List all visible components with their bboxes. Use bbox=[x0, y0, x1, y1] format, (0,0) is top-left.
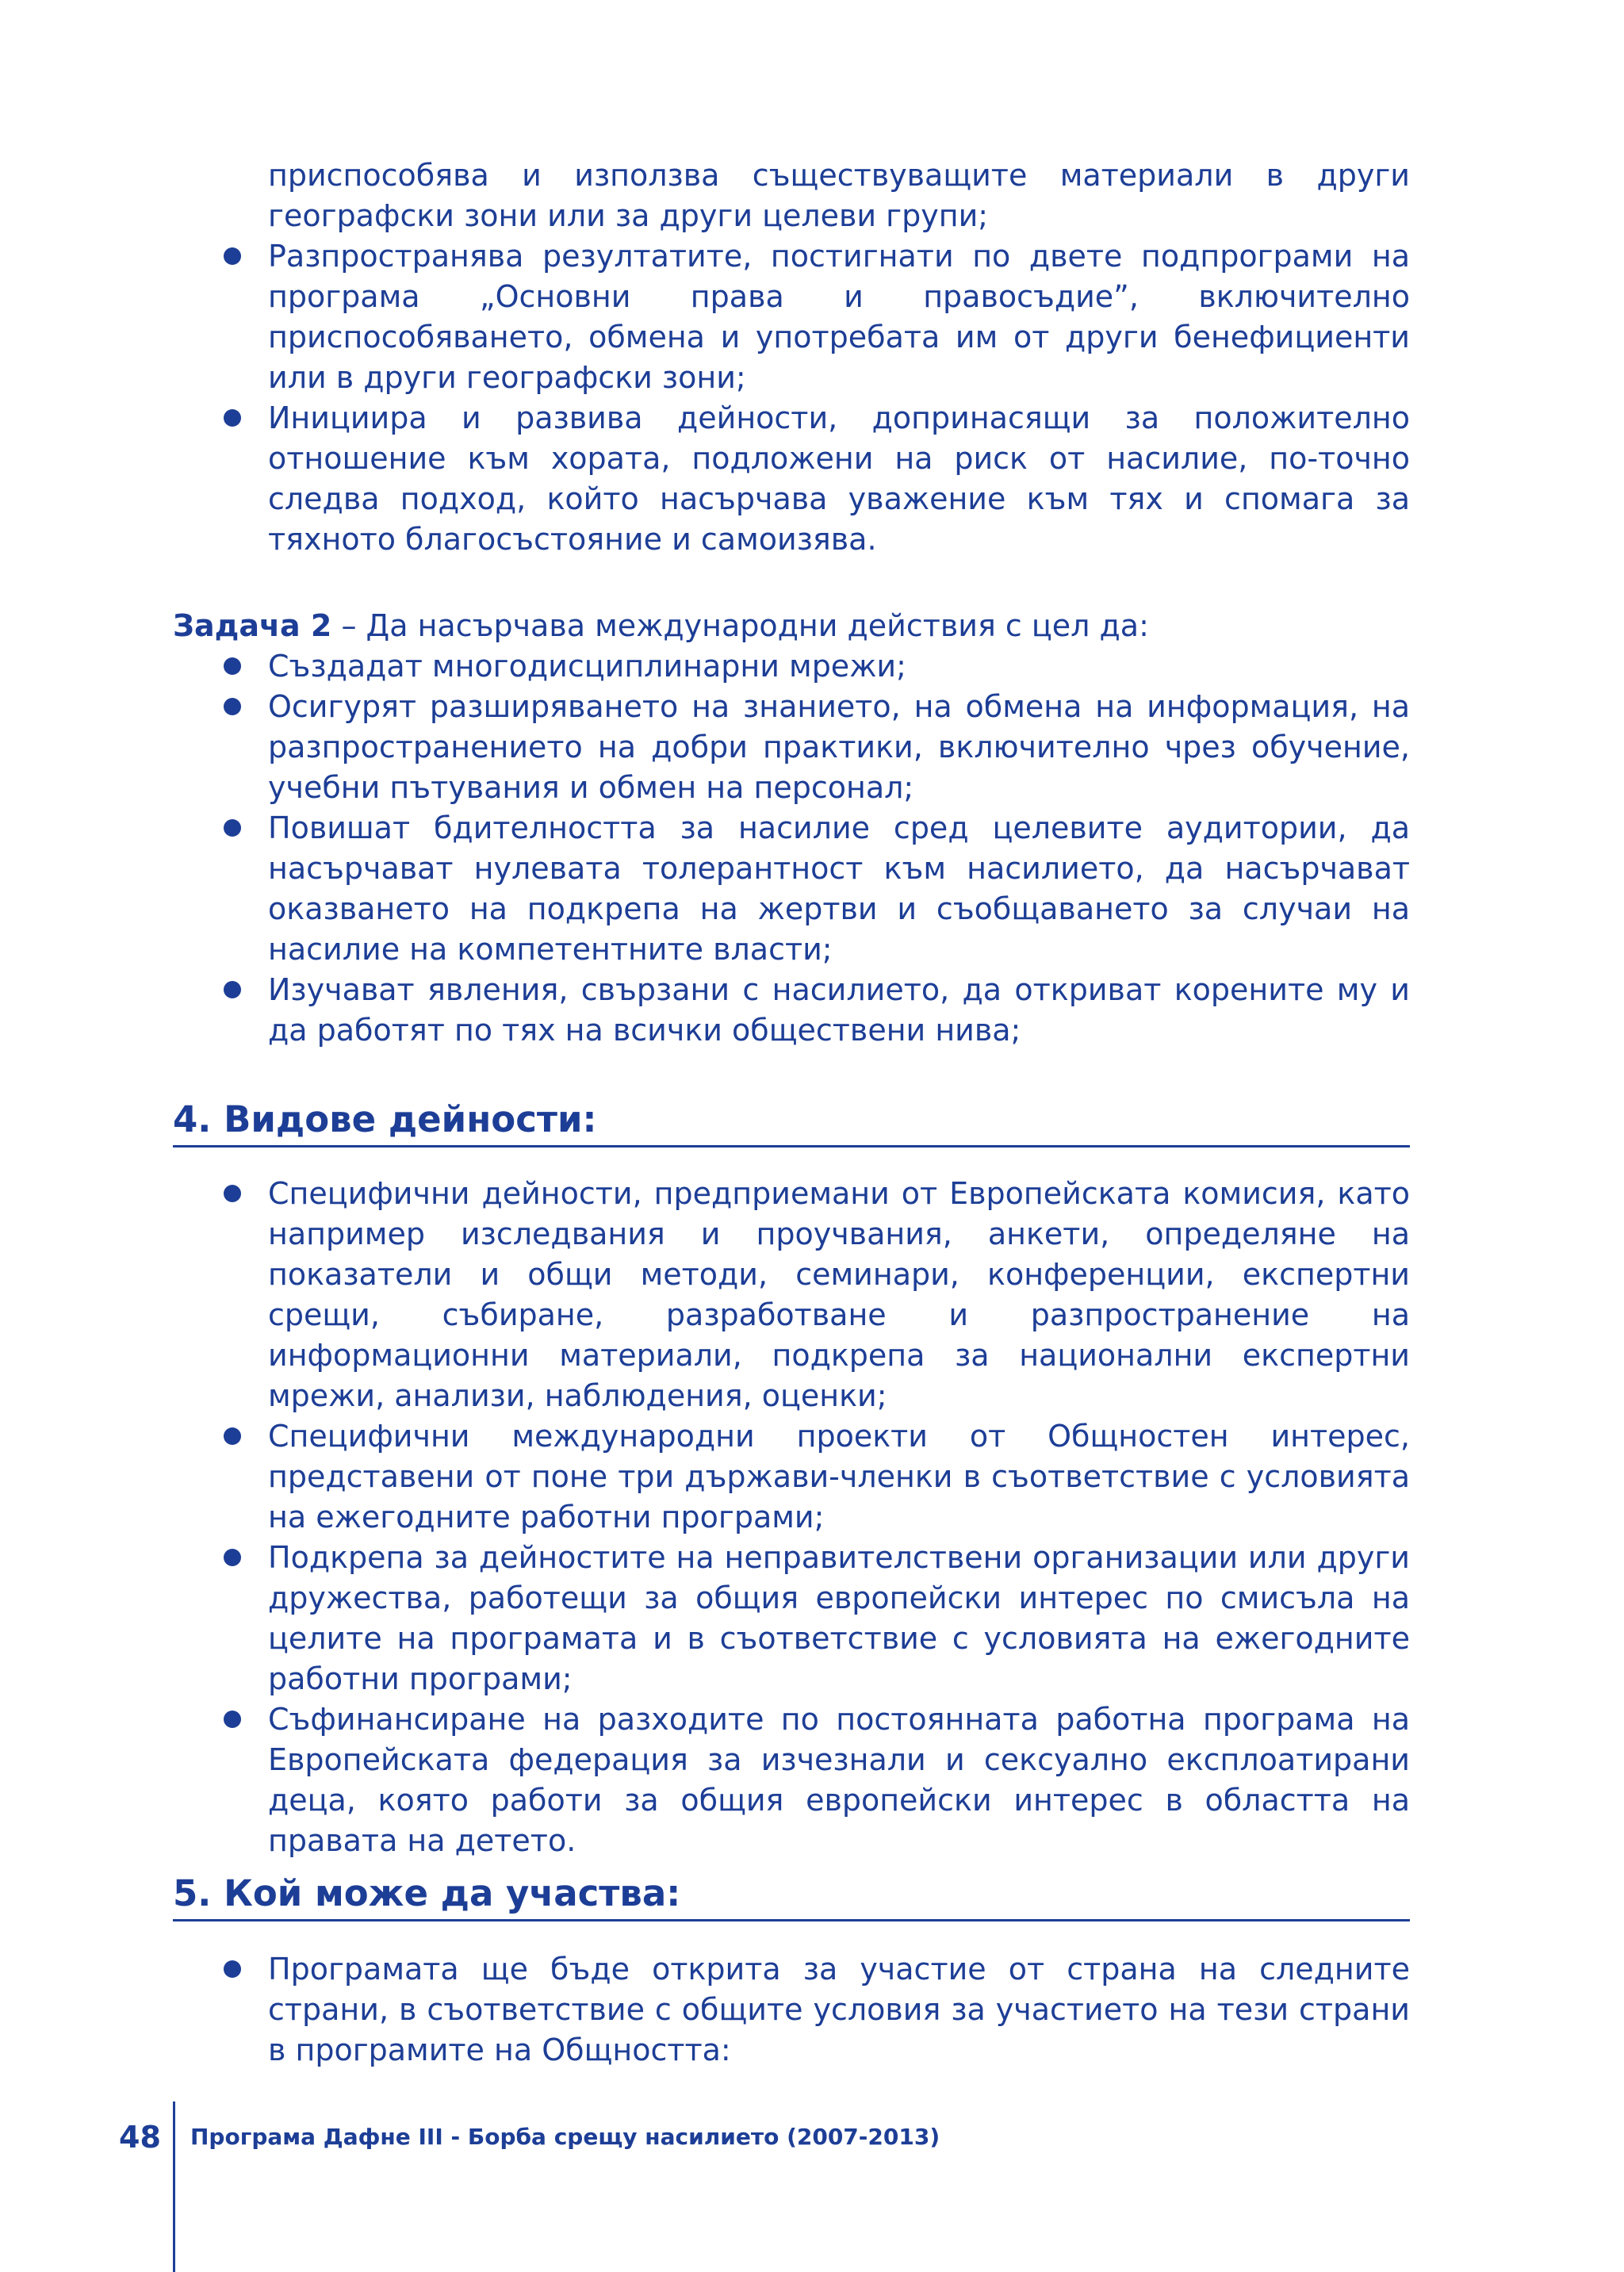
bullet-list-section-4 bbox=[220, 1174, 1410, 1861]
list-item: Специфични дейности, предприемани от Европейската комисия, като например изследвания и проучвания, анкети, определяне на показатели и общи методи, семинари, конференции, експертни срещи, събиране, разработване и разпространение на информационни материали, подкрепа за национални експертни мрежи, анализи, наблюдения, оценки; bbox=[220, 1174, 1410, 1416]
section-4-rule bbox=[173, 1145, 1410, 1147]
bullet-icon bbox=[224, 1711, 241, 1728]
bullet-icon bbox=[224, 1185, 241, 1202]
bullet-icon bbox=[224, 1960, 241, 1978]
footer-title: Програма Дафне III - Борба срещу насилието (2007-2013) bbox=[190, 2124, 940, 2150]
bullet-icon bbox=[224, 819, 241, 837]
bullet-icon bbox=[224, 657, 241, 675]
bullet-list-task1 bbox=[220, 236, 1410, 560]
bullet-icon bbox=[224, 409, 241, 427]
footer-divider bbox=[173, 2102, 175, 2272]
list-item: Изучават явления, свързани с насилието, да откриват корените му и да работят по тях на всички обществени нива; bbox=[220, 970, 1410, 1051]
list-item: Съфинансиране на разходите по постоянната работна програма на Европейската федерация за изчезнали и сексуално експлоатирани деца, която работи за общия европейски интерес в областта на правата на детето. bbox=[220, 1699, 1410, 1861]
list-item: Разпространява резултатите, постигнати по двете подпрограми на програма „Основни права и правосъдие”, включително приспособяването, обмена и употребата им от други бенефициенти или в други географски зони; bbox=[220, 236, 1410, 398]
list-item: Специфични международни проекти от Общностен интерес, представени от поне три държави-членки в съответствие с условията на ежегодните работни програми; bbox=[220, 1416, 1410, 1538]
bullet-icon bbox=[224, 1549, 241, 1566]
bullet-list-task2 bbox=[220, 646, 1410, 1051]
task-2-text: – Да насърчава международни действия с цел да: bbox=[331, 608, 1149, 643]
list-item: Програмата ще бъде открита за участие от страна на следните страни, в съответствие с общите условия за участието на тези страни в програмите на Общността: bbox=[220, 1949, 1410, 2071]
bullet-icon bbox=[224, 247, 241, 265]
bullet-icon bbox=[224, 981, 241, 998]
bullet-icon bbox=[224, 698, 241, 715]
task-2-label: Задача 2 bbox=[173, 608, 332, 643]
section-5-heading: 5. Кой може да участва: bbox=[173, 1872, 681, 1914]
continuation-paragraph: приспособява и използва съществуващите материали в други географски зони или за други целеви групи; bbox=[268, 158, 1410, 233]
bullet-icon bbox=[224, 1427, 241, 1445]
list-item: Инициира и развива дейности, допринасящи за положително отношение към хората, подложени на риск от насилие, по-точно следва подход, който насърчава уважение към тях и спомага за тяхното благосъстояние и самоизява. bbox=[220, 398, 1410, 560]
list-item: Подкрепа за дейностите на неправителствени организации или други дружества, работещи за общия европейски интерес по смисъла на целите на програмата и в съответствие с условията на ежегодните работни програми; bbox=[220, 1538, 1410, 1699]
list-item: Създадат многодисциплинарни мрежи; bbox=[220, 646, 1410, 687]
list-item: Осигурят разширяването на знанието, на обмена на информация, на разпространението на добри практики, включително чрез обучение, учебни пътувания и обмен на персонал; bbox=[220, 687, 1410, 808]
page-number: 48 bbox=[119, 2120, 161, 2155]
bullet-list-section-5 bbox=[220, 1949, 1410, 2071]
task-2-line bbox=[173, 606, 1410, 646]
list-item: Повишат бдителността за насилие сред целевите аудитории, да насърчават нулевата толерантност към насилието, да насърчават оказването на подкрепа на жертви и съобщаването за случаи на насилие на компетентните власти; bbox=[220, 808, 1410, 970]
section-5-rule bbox=[173, 1919, 1410, 1921]
section-4-heading: 4. Видове дейности: bbox=[173, 1098, 597, 1140]
